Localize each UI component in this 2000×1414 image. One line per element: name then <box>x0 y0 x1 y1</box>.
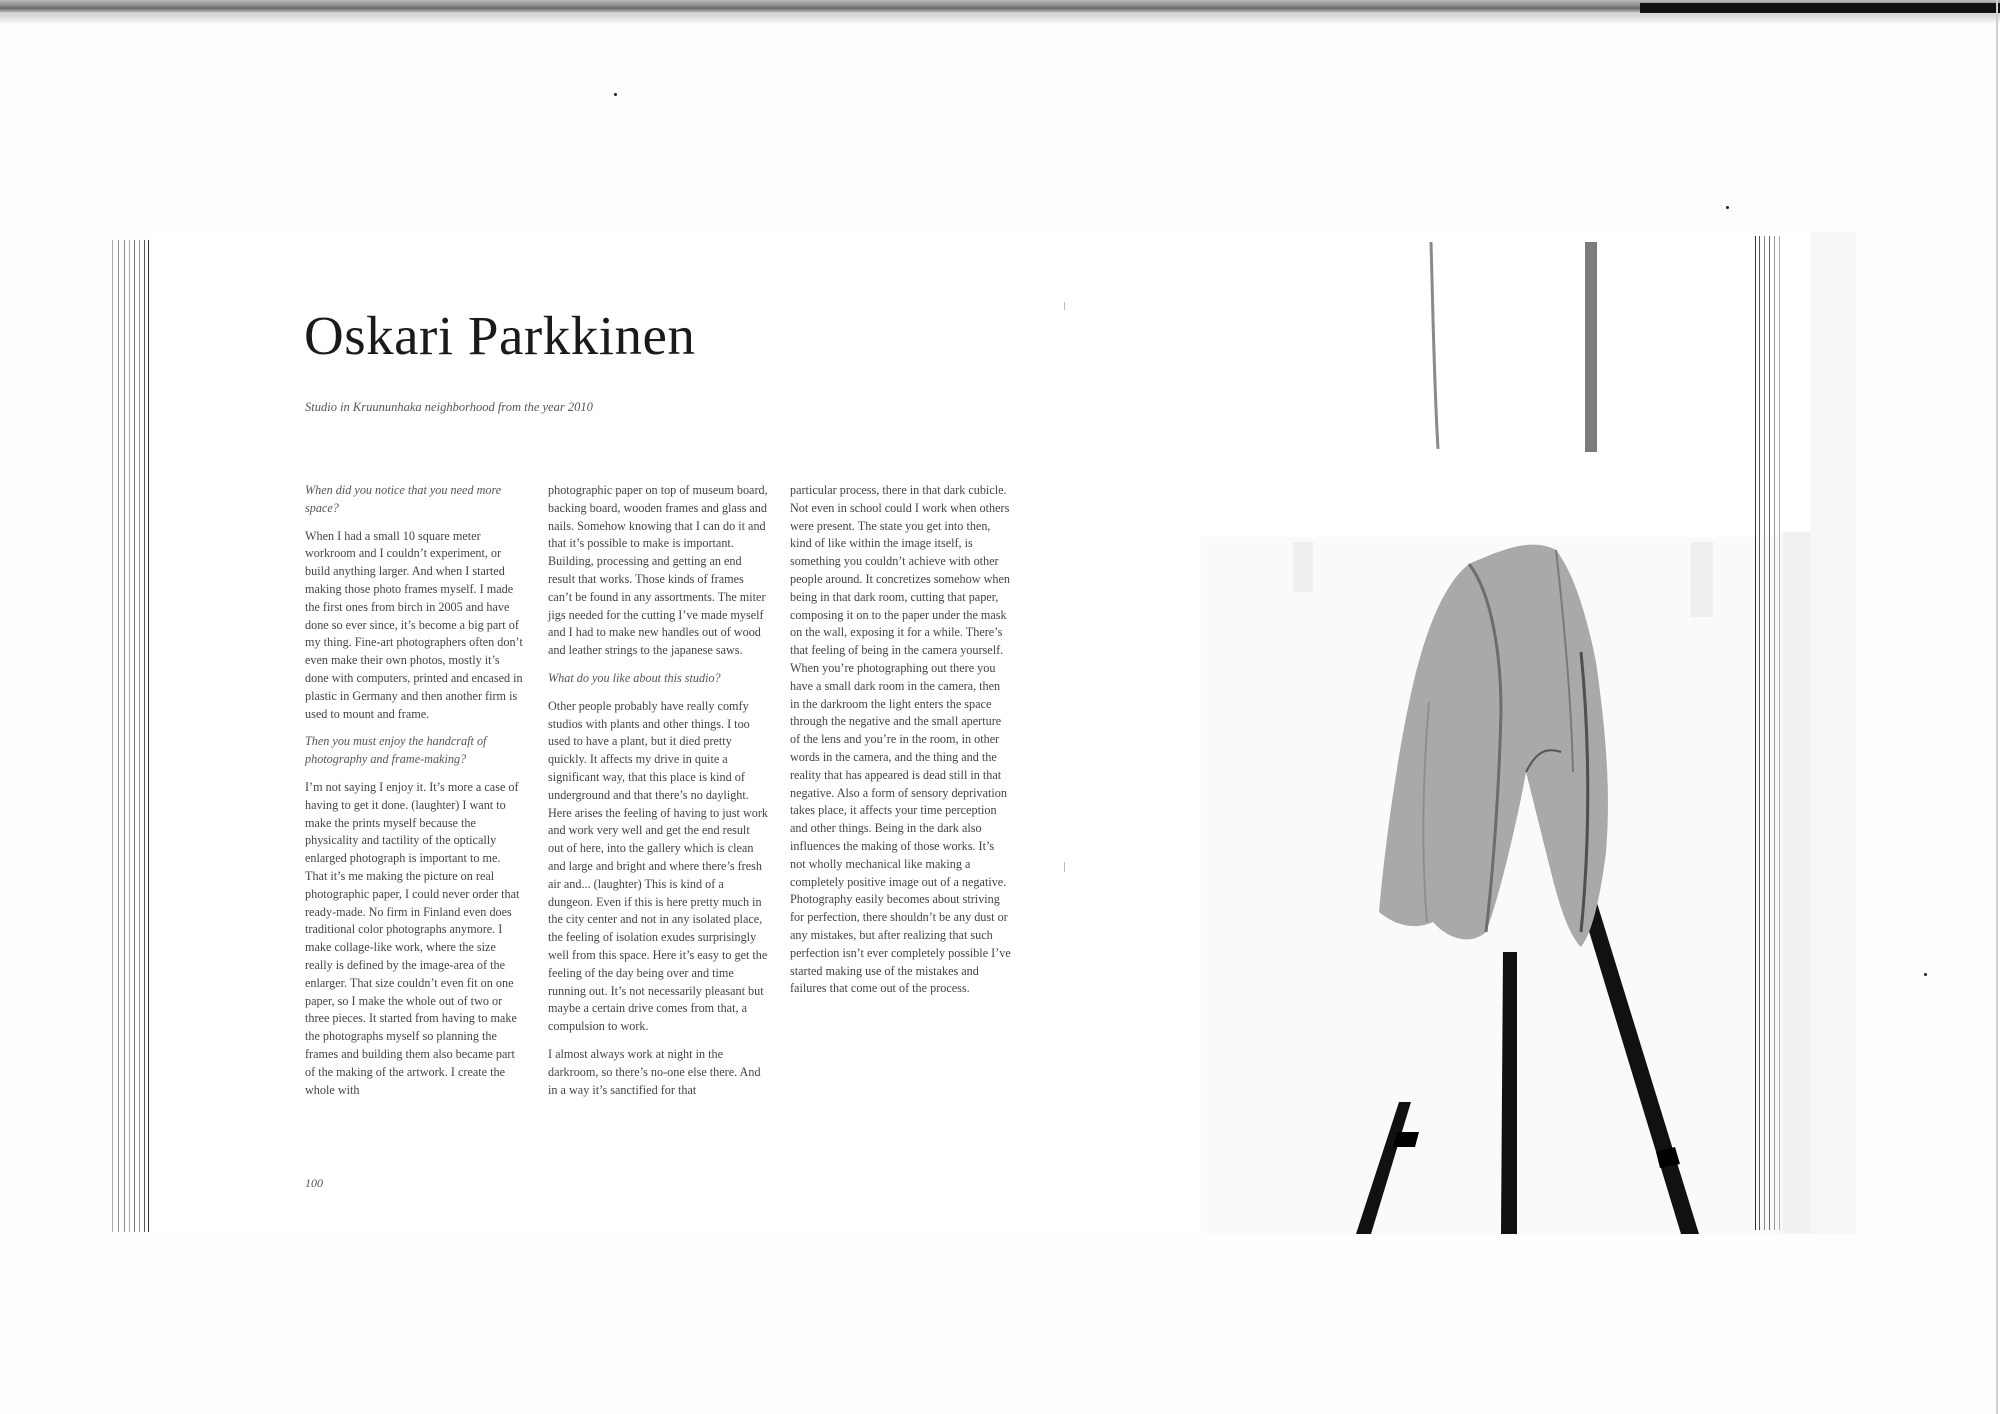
article-title: Oskari Parkkinen <box>304 305 696 366</box>
dust-speck <box>1726 206 1729 209</box>
interview-question: When did you notice that you need more space? <box>305 483 502 515</box>
text-column-1 <box>305 482 525 1109</box>
scanner-shadow <box>0 14 2000 24</box>
gutter-mark <box>1064 862 1065 872</box>
interview-question: What do you like about this studio? <box>548 670 721 685</box>
dust-speck <box>1924 973 1927 976</box>
gutter-mark <box>1064 302 1065 310</box>
scanner-band-dark <box>1640 3 2000 13</box>
interview-answer: I’m not saying I enjoy it. It’s more a case of having to get it done. (laughter) I want to make the prints myself because the physicality and tactility of the optically enlarged photograph is important to me. That it’s me making the picture on real photographic paper, I could never order that ready-made. No firm in Finland even does traditional color photographs anymore. I make collage-like work, where the size really is defined by the image-area of the enlarger. That size couldn’t even fit on one paper, so I make the whole out of two or three pieces. It started from having to make the photographs myself so planning the frames and building them also became part of the making of the artwork. I create the whole with <box>305 779 520 1097</box>
page-edges-left <box>108 240 154 1232</box>
interview-answer: Other people probably have really comfy studios with plants and other things. I too used to have a plant, but it died pretty quickly. It affects my drive in quite a significant way, that this place is kind of underground and that there’s no daylight. Here arises the feeling of having to just work and work very well and get the end result out of here, into the gallery which is clean and large and bright and where there’s fresh air and... (laughter) This is kind of a dungeon. Even if this is here pretty much in the city center and not in any isolated place, the feeling of isolation exudes surprisingly well from this space. Here it’s easy to get the feeling of the day being over and time running out. It’s not necessarily pleasant but maybe a certain drive comes from that, a compulsion to work. <box>548 698 768 1034</box>
text-column-2 <box>548 482 768 1109</box>
interview-answer: photographic paper on top of museum board, backing board, wooden frames and glass and nails. Somehow knowing that I can do it and that it’s possible to make is important. Building, processing and getting an end result that works. Those kinds of frames can’t be found in any assortments. The miter jigs needed for the cutting I’ve made myself and I had to make new handles out of wood and leather strings to the japanese saws. <box>548 483 768 658</box>
interview-answer: When I had a small 10 square meter workroom and I couldn’t experiment, or build anything larger. And when I started making those photo frames myself. I made the first ones from birch in 2005 and have done so ever since, it’s become a big part of my thing. Fine-art photographers often don’t even make their own photos, mostly it’s done with computers, printed and encased in plastic in Germany and then another firm is used to mount and frame. <box>305 528 523 721</box>
dust-speck <box>614 93 617 96</box>
book-spread <box>108 232 1793 1234</box>
article-subtitle: Studio in Kruununhaka neighborhood from the year 2010 <box>305 400 593 414</box>
scanner-edge <box>1996 0 1998 1414</box>
text-column-3 <box>790 482 1012 1008</box>
page-number: 100 <box>305 1176 323 1190</box>
scanner-top-band <box>0 0 2000 14</box>
interview-answer: particular process, there in that dark cubicle. Not even in school could I work when others were present. The state you get into then, kind of like within the image itself, is something you couldn’t achieve with other people around. It concretizes somehow when being in that dark room, cutting that paper, composing it on to the paper under the mask on the wall, exposing it for a while. There’s that feeling of being in the camera yourself. When you’re photographing out there you have a small dark room in the camera, then in the darkroom the light enters the space through the negative and the small aperture of the lens and you’re in the room, in other words in the camera, and the thing and the reality that has appeared is dead still in that negative. Also a form of sensory deprivation takes place, it affects your time perception and other things. Being in the dark also influences the making of those works. It’s not wholly mechanical like making a completely positive image out of a negative. Photography easily becomes about striving for perfection, there shouldn’t be any dust or any mistakes, but after realizing that such perfection isn’t ever completely possible I’ve started making use of the mistakes and failures that come out of the process. <box>790 483 1011 996</box>
interview-answer: I almost always work at night in the darkroom, so there’s no-one else there. And in a way it’s sanctified for that <box>548 1046 761 1097</box>
interview-question: Then you must enjoy the handcraft of photography and frame-making? <box>305 734 487 767</box>
page-edges-right <box>1753 236 1793 1230</box>
left-page <box>152 232 1200 1234</box>
